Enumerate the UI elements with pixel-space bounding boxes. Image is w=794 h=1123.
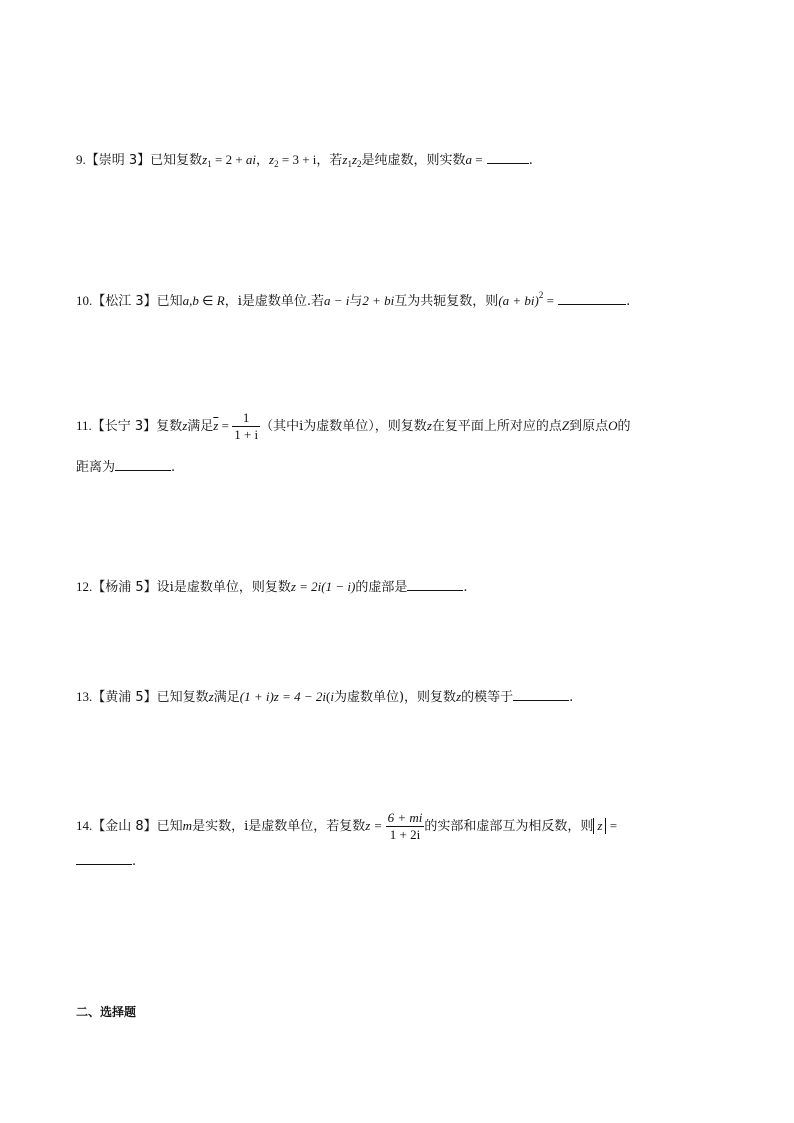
- question-14-line2: .: [76, 850, 136, 872]
- fraction: $\frac{6 + mi}{1 + 2i}$: [387, 810, 423, 842]
- answer-blank: [407, 576, 463, 591]
- question-10: 10.【松江 3】已知a,b ∈ R，i是虚数单位.若a − i与2 + bi互为共轭复数，则(a + bi)$^2$ = .: [76, 290, 631, 309]
- answer-blank: [513, 686, 569, 701]
- answer-blank: [76, 850, 132, 865]
- question-13: 13.【黄浦 5】已知复数z满足(1 + i)z = 4 − 2i(i为虚数单位)，则复数z的模等于 .: [76, 686, 573, 708]
- answer-blank: [115, 456, 171, 471]
- fraction: $\frac{1}{1 + i}$: [234, 410, 259, 442]
- question-12: 12.【杨浦 5】设i是虚数单位，则复数z = 2i(1 − i)的虚部是 .: [76, 576, 467, 598]
- question-11: 11.【长宁 3】复数z满足$\overline{z}$ = $\frac{1}{1 + i}$ （其中i为虚数单位），则复数z在复平面上所对应的点Z到原点O的: [76, 410, 631, 442]
- section-title: 二、选择题: [76, 1005, 137, 1019]
- answer-blank: [487, 149, 529, 164]
- answer-blank: [558, 290, 626, 305]
- question-14: 14.【金山 8】已知m是实数，i是虚数单位，若复数z = $\frac{6 + mi}{1 + 2i}$ 的实部和虚部互为相反数，则 z =: [76, 810, 618, 842]
- question-11-line2: 距离为 .: [76, 456, 175, 478]
- abs-value: z: [593, 818, 606, 834]
- question-9: 9.【崇明 3】已知复数$z_1 = 2$ + ai，$z_2 = 3 + i$，若$z_1z_2$是纯虚数，则实数a = .: [76, 149, 533, 174]
